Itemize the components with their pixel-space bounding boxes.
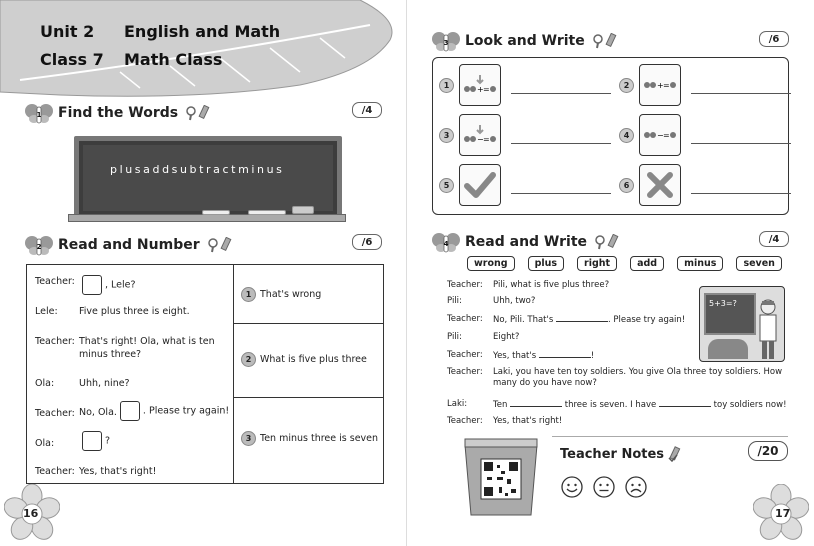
dialogue-line: Teacher: Yes, that's right! — [35, 466, 157, 477]
chalk-ledge — [68, 214, 346, 222]
dialogue-line: Teacher: Yes, that's right! — [447, 416, 563, 426]
look-write-item: 2 + = — [619, 64, 791, 106]
svg-text:1: 1 — [36, 111, 42, 119]
qr-code-box — [459, 437, 543, 517]
teacher-notes-title: Teacher Notes — [560, 446, 665, 462]
svg-text:4: 4 — [443, 240, 449, 248]
right-page — [407, 0, 814, 546]
total-score: /20 — [748, 441, 788, 461]
teacher-notes-header — [560, 446, 682, 462]
svg-text:=: = — [483, 85, 490, 94]
eraser — [292, 206, 314, 214]
sad-face-icon[interactable] — [625, 476, 647, 498]
section-1-score: /4 — [352, 102, 382, 118]
pencil-check-icon — [668, 446, 682, 462]
option-1: 1 That's wrong — [241, 287, 321, 302]
dialogue-line: Teacher: Laki, you have ten toy soldiers. You give Ola three toy soldiers. How many do you have now? — [447, 367, 783, 388]
neutral-face-icon[interactable] — [593, 476, 615, 498]
dialogue-line: Ola: Uhh, nine? — [35, 378, 130, 389]
word-chip: plus — [528, 256, 564, 271]
dialogue-line: Teacher: No, Pili. That's . Please try again! — [447, 314, 686, 325]
butterfly-icon — [24, 234, 54, 256]
word-bank — [467, 256, 782, 271]
blank-line[interactable] — [659, 399, 711, 407]
svg-text:=: = — [483, 135, 490, 144]
class-title: Math Class — [124, 50, 223, 69]
look-write-item: 5 — [439, 164, 611, 206]
svg-text:−: − — [477, 135, 484, 144]
magnifier-icon — [185, 105, 197, 121]
word-chip: minus — [677, 256, 723, 271]
class-label: Class 7 — [40, 50, 104, 69]
svg-text:+: + — [657, 81, 664, 90]
section-4-score: /4 — [759, 231, 789, 247]
section-1-title: Find the Words — [58, 105, 179, 121]
svg-text:3: 3 — [443, 39, 449, 47]
butterfly-icon — [431, 231, 461, 253]
magnifier-icon — [207, 237, 219, 253]
word-chip: right — [577, 256, 617, 271]
answer-box[interactable] — [120, 401, 140, 421]
blank-line[interactable] — [539, 350, 591, 358]
option-2: 2 What is five plus three — [241, 352, 367, 367]
pencil-icon — [220, 237, 232, 253]
magnifier-icon — [592, 33, 604, 49]
look-write-item: 3 − = — [439, 114, 611, 156]
dialogue-line: Ola: ? — [35, 431, 235, 455]
page-number-left: 16 — [23, 507, 39, 520]
butterfly-icon — [24, 102, 54, 124]
dialogue-line: Teacher: That's right! Ola, what is ten minus three? — [35, 336, 215, 360]
read-number-box — [26, 264, 384, 484]
svg-text:+: + — [477, 85, 484, 94]
classroom-illustration: 5+3=? — [699, 286, 785, 362]
dialogue-line: Teacher: No, Ola. . Please try again! — [35, 401, 235, 425]
look-write-item: 1 + = — [439, 64, 611, 106]
section-2-score: /6 — [352, 234, 382, 250]
dialogue-line: Laki: Ten three is seven. I have toy soldiers now! — [447, 399, 787, 410]
dialogue-line: Lele: Five plus three is eight. — [35, 306, 190, 317]
check-mark-icon — [459, 164, 501, 206]
equation-picture — [459, 64, 501, 106]
dialogue-line: Teacher: Yes, that's ! — [447, 350, 595, 361]
magnifier-icon — [594, 234, 606, 250]
answer-box[interactable] — [82, 431, 102, 451]
chalk-piece — [248, 210, 286, 215]
section-2-title: Read and Number — [58, 237, 200, 253]
dialogue-line: Pili: Eight? — [447, 332, 520, 342]
equation-picture — [459, 114, 501, 156]
butterfly-icon — [431, 30, 461, 52]
svg-text:=: = — [663, 81, 670, 90]
dialogue-line: Teacher: Pili, what is five plus three? — [447, 280, 610, 290]
section-4-title: Read and Write — [465, 234, 588, 250]
equation-picture — [639, 64, 681, 106]
cross-mark-icon — [639, 164, 681, 206]
svg-text:2: 2 — [36, 243, 42, 251]
pencil-icon — [607, 234, 619, 250]
blank-line[interactable] — [556, 314, 608, 322]
answer-box[interactable] — [82, 275, 102, 295]
look-write-item: 4 − = — [619, 114, 791, 156]
dialogue-line: Teacher: , Lele? — [35, 275, 235, 299]
word-chip: add — [630, 256, 664, 271]
page-number-right: 17 — [775, 507, 791, 520]
section-3-score: /6 — [759, 31, 789, 47]
board-letters: plusaddsubtractminus — [110, 163, 285, 176]
chalk-piece — [202, 210, 230, 215]
equation-picture — [639, 114, 681, 156]
svg-text:=: = — [663, 131, 670, 140]
blank-line[interactable] — [510, 399, 562, 407]
option-3: 3 Ten minus three is seven — [241, 431, 378, 446]
word-chip: wrong — [467, 256, 515, 271]
svg-text:−: − — [657, 131, 664, 140]
unit-label: Unit 2 — [40, 22, 95, 41]
unit-title: English and Math — [124, 22, 281, 41]
look-write-item: 6 — [619, 164, 791, 206]
word-chip: seven — [736, 256, 782, 271]
pencil-icon — [198, 105, 210, 121]
section-3-title: Look and Write — [465, 33, 585, 49]
pencil-icon — [605, 33, 617, 49]
section-1-header — [24, 102, 210, 124]
teacher-figure — [752, 297, 784, 361]
look-write-box — [432, 57, 789, 215]
section-4-header — [431, 231, 619, 253]
section-2-header — [24, 234, 232, 256]
dialogue-line: Pili: Uhh, two? — [447, 296, 536, 306]
section-3-header — [431, 30, 617, 52]
happy-face-icon[interactable] — [561, 476, 583, 498]
